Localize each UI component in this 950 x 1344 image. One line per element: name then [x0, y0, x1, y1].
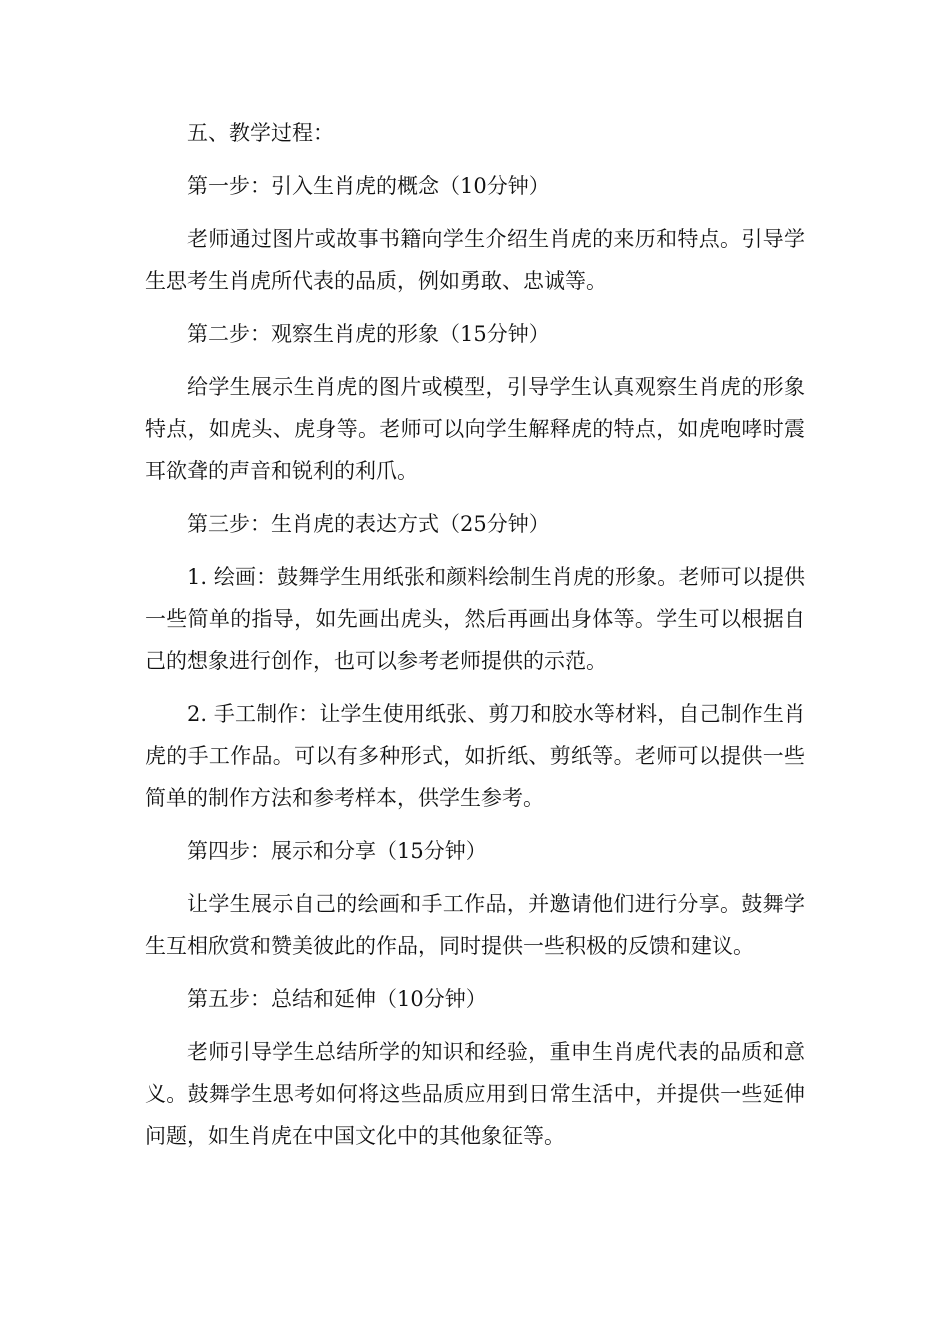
step-heading: 第五步：总结和延伸（10分钟）: [187, 987, 487, 1011]
step-heading: 第一步：引入生肖虎的概念（10分钟）: [187, 174, 550, 198]
paragraph: 老师通过图片或故事书籍向学生介绍生肖虎的来历和特点。引导学生思考生肖虎所代表的品质，例如勇敢、忠诚等。: [145, 227, 805, 293]
list-item: 1. 绘画：鼓舞学生用纸张和颜料绘制生肖虎的形象。老师可以提供一些简单的指导，如先画出虎头，然后再画出身体等。学生可以根据自己的想象进行创作，也可以参考老师提供的示范。: [145, 565, 805, 673]
document-body: [145, 112, 805, 1168]
list-item: 2. 手工制作：让学生使用纸张、剪刀和胶水等材料，自己制作生肖虎的手工作品。可以有多种形式，如折纸、剪纸等。老师可以提供一些简单的制作方法和参考样本，供学生参考。: [145, 702, 805, 810]
paragraph: 给学生展示生肖虎的图片或模型，引导学生认真观察生肖虎的形象特点，如虎头、虎身等。老师可以向学生解释虎的特点，如虎咆哮时震耳欲聋的声音和锐利的利爪。: [145, 375, 805, 483]
section-heading: 五、教学过程：: [187, 121, 334, 145]
step-heading: 第三步：生肖虎的表达方式（25分钟）: [187, 512, 550, 536]
step-heading: 第四步：展示和分享（15分钟）: [187, 839, 487, 863]
paragraph: 让学生展示自己的绘画和手工作品，并邀请他们进行分享。鼓舞学生互相欣赏和赞美彼此的作品，同时提供一些积极的反馈和建议。: [145, 892, 805, 958]
paragraph: 老师引导学生总结所学的知识和经验，重申生肖虎代表的品质和意义。鼓舞学生思考如何将这些品质应用到日常生活中，并提供一些延伸问题，如生肖虎在中国文化中的其他象征等。: [145, 1040, 805, 1148]
step-heading: 第二步：观察生肖虎的形象（15分钟）: [187, 322, 550, 346]
